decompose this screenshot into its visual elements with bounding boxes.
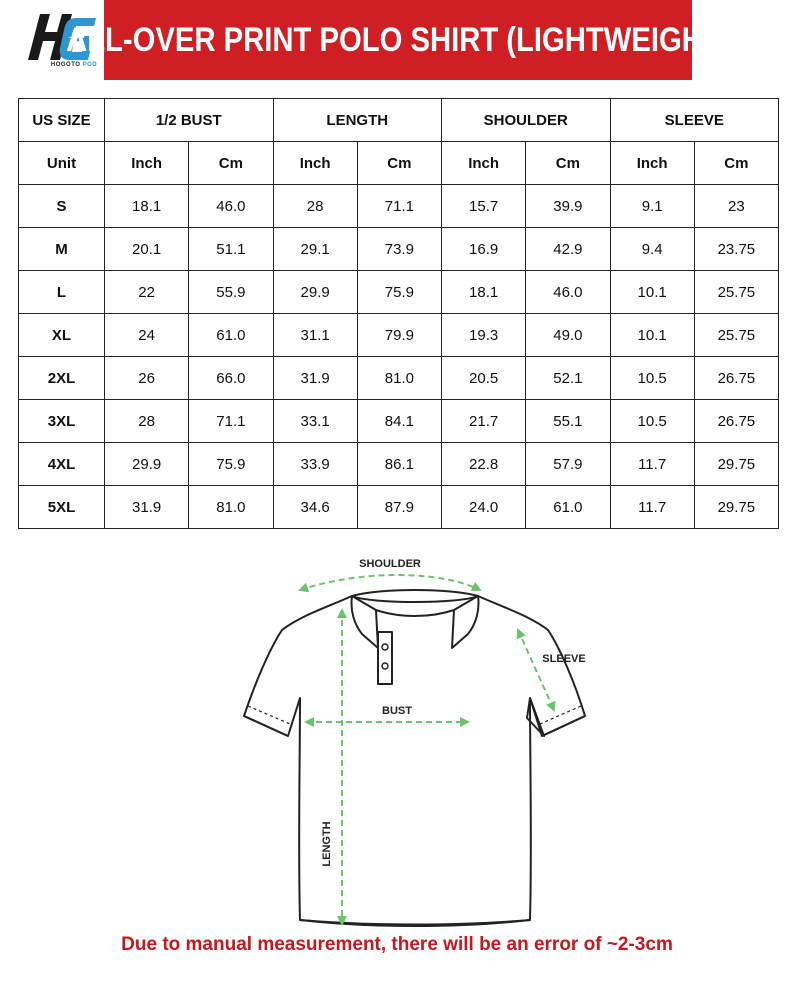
measurement-cell: 42.9 — [526, 228, 610, 271]
table-row — [19, 400, 779, 443]
measurement-cell: 84.1 — [357, 400, 441, 443]
measurement-cell: 55.1 — [526, 400, 610, 443]
measurement-cell: 26 — [105, 357, 189, 400]
measurement-cell: 9.1 — [610, 185, 694, 228]
measurement-cell: 46.0 — [526, 271, 610, 314]
measurement-cell: 22.8 — [442, 443, 526, 486]
size-chart-table — [18, 98, 779, 529]
measurement-cell: 18.1 — [105, 185, 189, 228]
measurement-cell: 81.0 — [357, 357, 441, 400]
size-cell: 5XL — [19, 486, 105, 529]
measurement-cell: 31.1 — [273, 314, 357, 357]
table-row — [19, 185, 779, 228]
measurement-cell: 31.9 — [105, 486, 189, 529]
measurement-cell: 29.1 — [273, 228, 357, 271]
measurement-cell: 71.1 — [189, 400, 273, 443]
length-header: LENGTH — [273, 99, 442, 142]
measurement-cell: 61.0 — [189, 314, 273, 357]
measurement-cell: 26.75 — [694, 400, 778, 443]
measurement-cell: 21.7 — [442, 400, 526, 443]
measurement-cell: 9.4 — [610, 228, 694, 271]
measurement-cell: 16.9 — [442, 228, 526, 271]
sleeve-label: SLEEVE — [542, 653, 586, 665]
measurement-cell: 28 — [273, 185, 357, 228]
logo-name: HOGOTO — [50, 62, 81, 68]
measurement-cell: 49.0 — [526, 314, 610, 357]
size-cell: 2XL — [19, 357, 105, 400]
measurement-cell: 15.7 — [442, 185, 526, 228]
measurement-cell: 28 — [105, 400, 189, 443]
measurement-cell: 29.9 — [105, 443, 189, 486]
measurement-cell: 46.0 — [189, 185, 273, 228]
size-cell: 3XL — [19, 400, 105, 443]
unit-cell: Cm — [694, 142, 778, 185]
measurement-cell: 10.5 — [610, 357, 694, 400]
shoulder-header: SHOULDER — [442, 99, 611, 142]
measurement-cell: 10.1 — [610, 314, 694, 357]
page-title: ALL-OVER PRINT POLO SHIRT (LIGHTWEIGHT) — [65, 20, 731, 59]
bust-label: BUST — [382, 705, 412, 717]
unit-cell: Inch — [442, 142, 526, 185]
table-row — [19, 486, 779, 529]
measurement-cell: 25.75 — [694, 271, 778, 314]
table-row — [19, 314, 779, 357]
measurement-cell: 87.9 — [357, 486, 441, 529]
measurement-cell: 24 — [105, 314, 189, 357]
size-cell: S — [19, 185, 105, 228]
table-header-row — [19, 99, 779, 142]
unit-cell: Inch — [105, 142, 189, 185]
measurement-cell: 25.75 — [694, 314, 778, 357]
unit-label: Unit — [19, 142, 105, 185]
unit-cell: Cm — [526, 142, 610, 185]
measurement-cell: 22 — [105, 271, 189, 314]
measurement-cell: 20.5 — [442, 357, 526, 400]
table-row — [19, 271, 779, 314]
measurement-cell: 79.9 — [357, 314, 441, 357]
size-cell: M — [19, 228, 105, 271]
measurement-cell: 11.7 — [610, 486, 694, 529]
unit-header-row — [19, 142, 779, 185]
shoulder-arrow-icon — [300, 575, 480, 590]
measurement-cell: 26.75 — [694, 357, 778, 400]
polo-shirt-outline-icon — [244, 590, 585, 926]
measurement-cell: 29.75 — [694, 486, 778, 529]
length-label: LENGTH — [321, 821, 333, 867]
unit-cell: Cm — [189, 142, 273, 185]
size-cell: L — [19, 271, 105, 314]
measurement-cell: 39.9 — [526, 185, 610, 228]
measurement-note: Due to manual measurement, there will be an error of ~2-3cm — [121, 934, 673, 955]
logo-suffix: POD — [82, 62, 98, 68]
measurement-cell: 52.1 — [526, 357, 610, 400]
table-row — [19, 228, 779, 271]
shoulder-label: SHOULDER — [359, 558, 421, 570]
measurement-cell: 29.75 — [694, 443, 778, 486]
measurement-cell: 24.0 — [442, 486, 526, 529]
measurement-cell: 10.5 — [610, 400, 694, 443]
measurement-cell: 18.1 — [442, 271, 526, 314]
measurement-cell: 23 — [694, 185, 778, 228]
measurement-cell: 71.1 — [357, 185, 441, 228]
measurement-cell: 33.9 — [273, 443, 357, 486]
measurement-cell: 75.9 — [357, 271, 441, 314]
measurement-cell: 51.1 — [189, 228, 273, 271]
measurement-cell: 23.75 — [694, 228, 778, 271]
measurement-cell: 29.9 — [273, 271, 357, 314]
unit-cell: Inch — [273, 142, 357, 185]
measurement-cell: 66.0 — [189, 357, 273, 400]
measurement-cell: 34.6 — [273, 486, 357, 529]
measurement-cell: 33.1 — [273, 400, 357, 443]
size-cell: XL — [19, 314, 105, 357]
measurement-cell: 11.7 — [610, 443, 694, 486]
sleeve-header: SLEEVE — [610, 99, 779, 142]
unit-cell: Inch — [610, 142, 694, 185]
unit-cell: Cm — [357, 142, 441, 185]
measurement-cell: 86.1 — [357, 443, 441, 486]
polo-shirt-diagram — [230, 548, 600, 933]
measurement-cell: 55.9 — [189, 271, 273, 314]
measurement-cell: 10.1 — [610, 271, 694, 314]
us-size-header: US SIZE — [19, 99, 105, 142]
measurement-cell: 57.9 — [526, 443, 610, 486]
measurement-cell: 61.0 — [526, 486, 610, 529]
measurement-cell: 20.1 — [105, 228, 189, 271]
measurement-cell: 81.0 — [189, 486, 273, 529]
measurement-cell: 73.9 — [357, 228, 441, 271]
measurement-cell: 31.9 — [273, 357, 357, 400]
measurement-cell: 75.9 — [189, 443, 273, 486]
table-row — [19, 443, 779, 486]
bust-header: 1/2 BUST — [105, 99, 274, 142]
table-row — [19, 357, 779, 400]
size-cell: 4XL — [19, 443, 105, 486]
measurement-cell: 19.3 — [442, 314, 526, 357]
